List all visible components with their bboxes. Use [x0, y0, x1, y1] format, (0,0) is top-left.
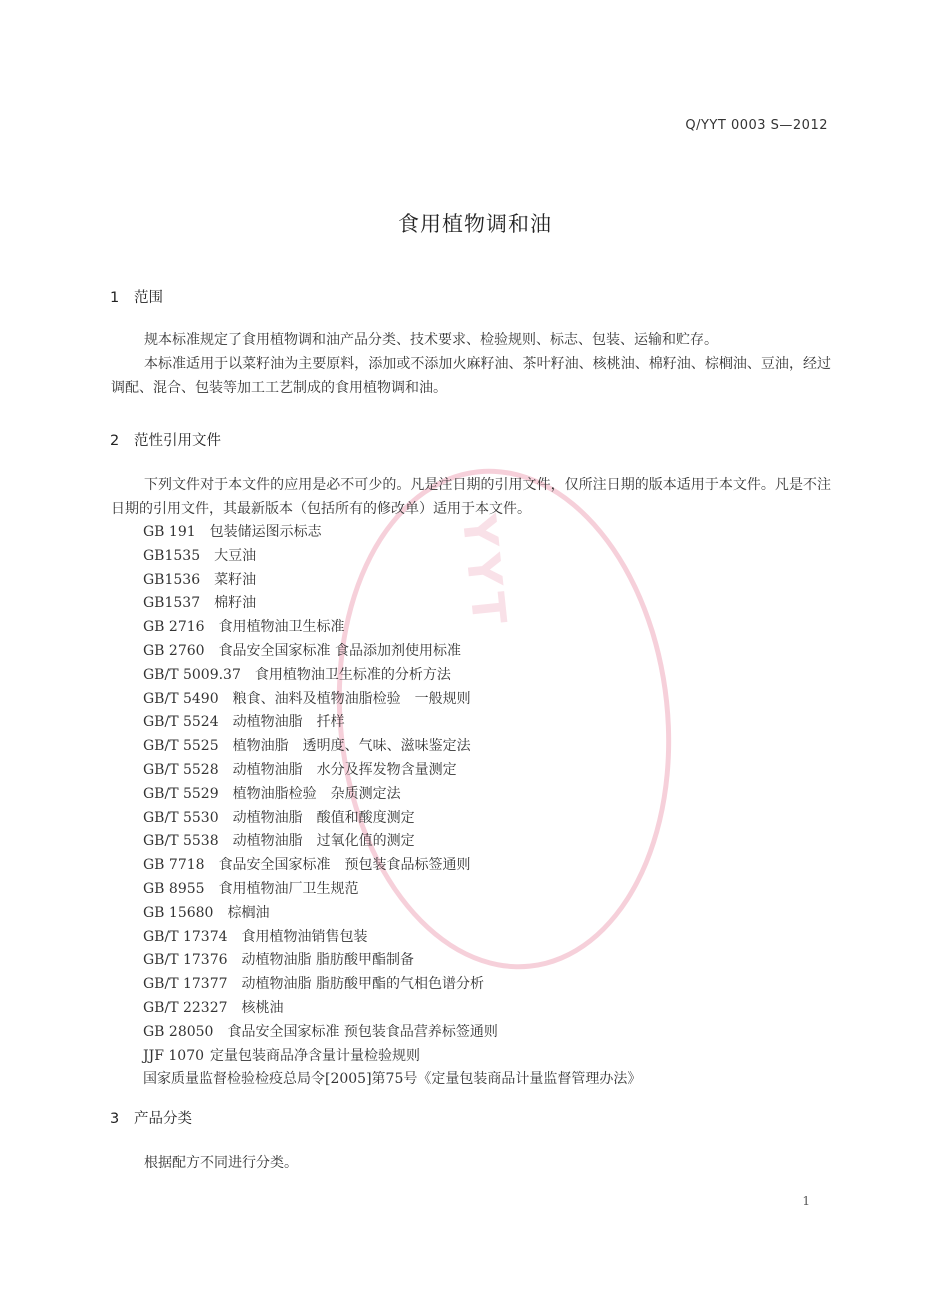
reference-item: 国家质量监督检验检疫总局令[2005]第75号《定量包装商品计量监督管理办法》	[143, 1071, 642, 1088]
reference-item: GB 15680 棕榈油	[143, 904, 270, 921]
reference-item: GB/T 5490 粮食、油料及植物油脂检验 一般规则	[143, 690, 471, 707]
reference-item: GB1537 棉籽油	[143, 595, 257, 612]
reference-list	[143, 521, 641, 1092]
reference-item: GB1535 大豆油	[143, 547, 257, 564]
reference-item: GB1536 菜籽油	[143, 571, 257, 588]
scope-paragraph-2: 本标准适用于以菜籽油为主要原料，添加或不添加火麻籽油、茶叶籽油、核桃油、棉籽油、棕榈油、豆油，经过调配、混合、包装等加工工艺制成的食用植物调和油。	[111, 356, 831, 396]
reference-item: GB/T 17374 食用植物油销售包装	[143, 928, 368, 945]
section-number: 2	[110, 433, 120, 449]
reference-item: GB/T 5525 植物油脂 透明度、气味、滋味鉴定法	[143, 738, 471, 755]
section-title: 产品分类	[134, 1111, 192, 1127]
reference-item: GB 7718 食品安全国家标准 预包装食品标签通则	[143, 857, 471, 874]
reference-item: GB/T 5009.37 食用植物油卫生标准的分析方法	[143, 666, 451, 683]
reference-item: GB 2716 食用植物油卫生标准	[143, 619, 345, 636]
reference-item: GB 2760 食品安全国家标准 食品添加剂使用标准	[143, 642, 462, 659]
standard-code: Q/YYT 0003 S—2012	[685, 118, 828, 133]
section-title: 范性引用文件	[134, 433, 221, 449]
reference-item: GB/T 5528 动植物油脂 水分及挥发物含量测定	[143, 761, 457, 778]
reference-item: GB/T 5524 动植物油脂 扦样	[143, 714, 345, 731]
section-number: 1	[110, 290, 120, 306]
section-1-heading	[110, 286, 163, 307]
reference-item: GB/T 22327 核桃油	[143, 999, 284, 1016]
normative-references-intro: 下列文件对于本文件的应用是必不可少的。凡是注日期的引用文件，仅所注日期的版本适用于本文件。凡是不注日期的引用文件，其最新版本（包括所有的修改单）适用于本文件。	[111, 477, 831, 517]
reference-item: GB/T 5530 动植物油脂 酸值和酸度测定	[143, 809, 415, 826]
section-2-heading	[110, 429, 221, 450]
reference-item: JJF 1070 定量包装商品净含量计量检验规则	[143, 1047, 421, 1064]
page-number: 1	[802, 1194, 810, 1208]
reference-item: GB/T 17377 动植物油脂 脂肪酸甲酯的气相色谱分析	[143, 976, 484, 993]
document-title: 食用植物调和油	[398, 212, 552, 236]
reference-item: GB 28050 食品安全国家标准 预包装食品营养标签通则	[143, 1023, 498, 1040]
reference-item: GB/T 5529 植物油脂检验 杂质测定法	[143, 785, 401, 802]
reference-item: GB/T 5538 动植物油脂 过氧化值的测定	[143, 833, 415, 850]
scope-paragraph-1: 规本标准规定了食用植物调和油产品分类、技术要求、检验规则、标志、包装、运输和贮存。	[144, 332, 718, 348]
section-title: 范围	[134, 290, 163, 306]
classification-paragraph: 根据配方不同进行分类。	[144, 1155, 298, 1171]
section-3-heading	[110, 1107, 192, 1128]
reference-item: GB/T 17376 动植物油脂 脂肪酸甲酯制备	[143, 952, 414, 969]
reference-item: GB 191 包装储运图示标志	[143, 524, 322, 540]
seal-lettering: YYT	[451, 511, 518, 633]
reference-item: GB 8955 食用植物油厂卫生规范	[143, 880, 359, 897]
section-number: 3	[110, 1111, 120, 1127]
